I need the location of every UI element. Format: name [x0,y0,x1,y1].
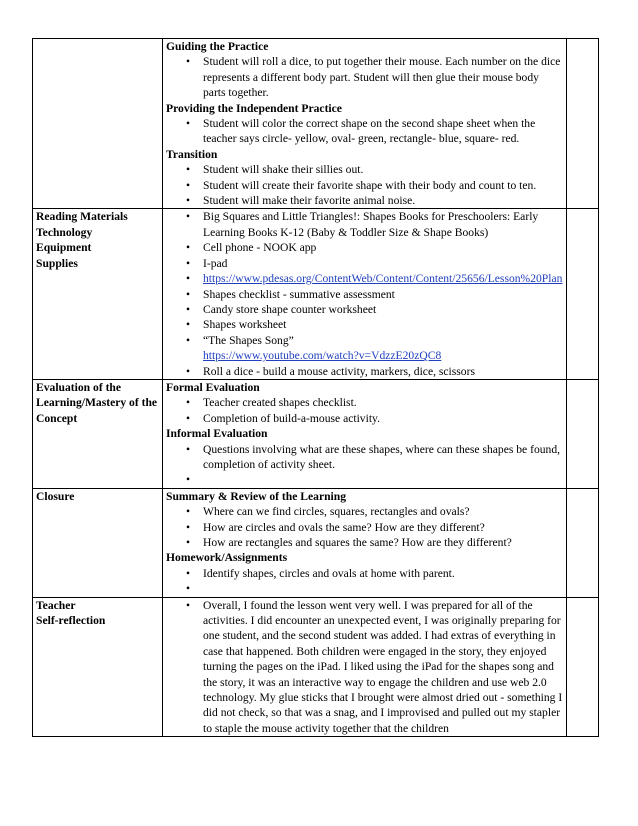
bullet-list [166,395,564,426]
lesson-plan-page [32,38,598,737]
list-item [166,271,564,286]
list-item: • Big Squares and Little Triangles!: Shapes Books for Preschoolers: Early Learning Books K-12 (Baby & Toddler Size & Shape Books) [166,209,564,240]
list-item: • Shapes worksheet [166,317,564,332]
row-label-cell [33,209,163,379]
bullet-list [166,566,564,597]
list-item: • How are rectangles and squares the same? How are they different? [166,535,564,550]
row-label-cell [33,379,163,488]
list-item: • Completion of build-a-mouse activity. [166,411,564,426]
bullet-list [166,442,564,488]
resource-link[interactable]: https://www.youtube.com/watch?v=VdzzE20zQC8 [203,349,442,363]
list-item: • Cell phone - NOOK app [166,240,564,255]
table-row [33,39,599,209]
list-item-text: • “The Shapes Song” [203,333,294,347]
row-content-cell [163,39,567,209]
resource-link[interactable]: https://www.pdesas.org/ContentWeb/Content/Content/25656/Lesson%20Plan [203,272,563,286]
list-item: • How are circles and ovals the same? How are they different? [166,520,564,535]
list-item: • Identify shapes, circles and ovals at home with parent. [166,566,564,581]
row-label: Self-reflection [36,614,106,628]
list-item: • Where can we find circles, squares, rectangles and ovals? [166,504,564,519]
section-heading: Transition [166,147,218,161]
bullet-list [166,116,564,147]
bullet-list [166,598,564,737]
row-content-cell [163,209,567,379]
section-heading: Homework/Assignments [166,551,288,565]
row-label: Supplies [36,256,78,270]
list-item: • Student will color the correct shape on the second shape sheet when the teacher says circle- yellow, oval- green, rectangle- blue, square- red. [166,116,564,147]
table-row [33,379,599,488]
list-item: • Roll a dice - build a mouse activity, markers, dice, scissors [166,364,564,379]
list-item: • Student will make their favorite animal noise. [166,193,564,208]
notes-cell [567,209,599,379]
list-item [166,333,564,364]
lesson-plan-table [32,38,599,737]
bullet-list [166,54,564,100]
list-item: • Student will shake their sillies out. [166,162,564,177]
row-label: Technology [36,225,93,239]
list-item: • I-pad [166,256,564,271]
section-heading: Providing the Independent Practice [166,101,342,115]
list-item: • Overall, I found the lesson went very well. I was prepared for all of the activities. I did encounter an unexpected event, I was originally preparing for one student, and the second student was added. I had extras of everything in case that happened. Both children were engaged in the story, they enjoyed turning the pages on the iPad. I liked using the iPad for the shapes song and the story, it was an interactive way to engage the children and use web 2.0 technology. My glue sticks that I brought were almost dried out - something I did not check, so that was a snag, and I improvised and pulled out my stapler to staple the mouse activity together that the children [166,598,564,737]
row-content-cell [163,597,567,737]
table-row [33,597,599,737]
bullet-list [166,504,564,550]
row-label-cell [33,39,163,209]
notes-cell [567,597,599,737]
notes-cell [567,488,599,597]
list-item [166,472,564,487]
bullet-list [166,209,564,378]
row-label-cell [33,597,163,737]
row-label: Teacher [36,598,76,612]
list-item: • Student will roll a dice, to put together their mouse. Each number on the dice represents a different body part. Student will then glue their mouse body parts together. [166,54,564,100]
section-heading: Formal Evaluation [166,380,260,394]
table-row [33,209,599,379]
list-item: • Candy store shape counter worksheet [166,302,564,317]
list-item: • Teacher created shapes checklist. [166,395,564,410]
notes-cell [567,379,599,488]
section-heading: Summary & Review of the Learning [166,489,347,503]
notes-cell [567,39,599,209]
list-item: • Student will create their favorite shape with their body and count to ten. [166,178,564,193]
row-label: Closure [36,489,75,503]
row-content-cell [163,379,567,488]
list-item: • Shapes checklist - summative assessment [166,287,564,302]
row-content-cell [163,488,567,597]
list-item: • Questions involving what are these shapes, where can these shapes be found, completion of activity sheet. [166,442,564,473]
lesson-plan-table-body [33,39,599,737]
table-row [33,488,599,597]
row-label: Reading Materials [36,210,128,224]
row-label: Evaluation of the Learning/Mastery of the Concept [36,380,158,425]
bullet-list [166,162,564,208]
section-heading: Informal Evaluation [166,427,268,441]
section-heading: Guiding the Practice [166,40,269,53]
row-label: Equipment [36,241,92,255]
list-item [166,581,564,596]
row-label-cell [33,488,163,597]
